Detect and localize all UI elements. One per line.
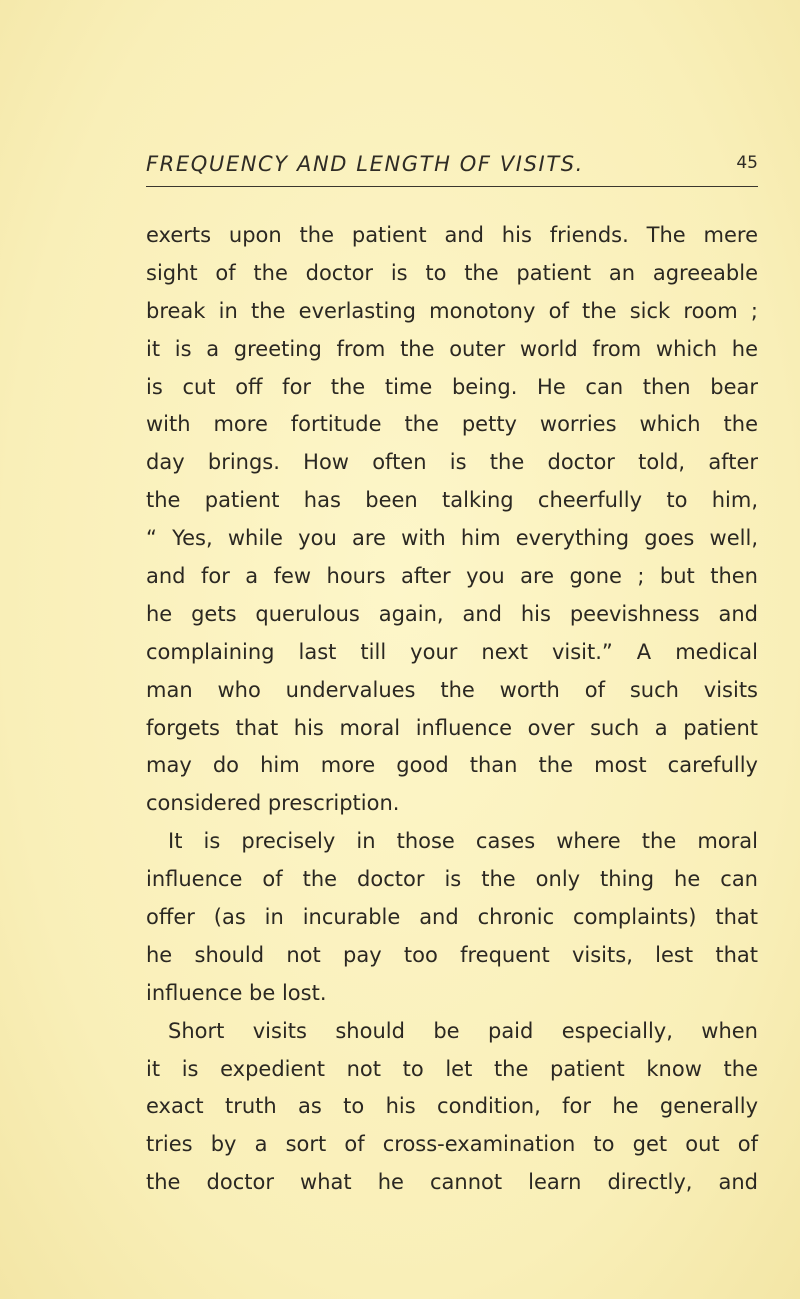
text-line: man who undervalues the worth of such visits [146,677,758,702]
text-line: the patient has been talking cheerfully to him, [146,488,758,513]
page-number: 45 [736,153,758,173]
text-line: “ Yes, while you are with him everything goes well, [146,526,758,551]
text-line: exact truth as to his condition, for he generally [146,1094,758,1119]
text-line: influence of the doctor is the only thing he can [146,867,758,892]
text-line: Short visits should be paid especially, when [168,1018,758,1043]
text-line: it is a greeting from the outer world from which he [146,336,758,361]
text-line: influence be lost. [146,980,327,1005]
text-line: day brings. How often is the doctor told, after [146,450,758,475]
text-line: the doctor what he cannot learn directly, and [146,1170,758,1195]
text-line: with more fortitude the petty worries which the [146,412,758,437]
text-line: he should not pay too frequent visits, lest that [146,942,758,967]
running-title: FREQUENCY AND LENGTH OF VISITS. [146,152,584,176]
text-line: considered prescription. [146,791,400,816]
text-line: tries by a sort of cross-examination to get out of [146,1132,758,1157]
text-line: exerts upon the patient and his friends. The mere [146,223,758,247]
text-line: may do him more good than the most carefully [146,753,758,778]
text-line: it is expedient not to let the patient know the [146,1056,758,1081]
text-line: is cut off for the time being. He can then bear [146,374,758,399]
text-line: he gets querulous again, and his peevishness and [146,601,758,626]
page-header [146,150,760,186]
text-line: break in the everlasting monotony of the sick room ; [146,298,758,323]
header-rule [146,186,758,187]
text-line: It is precisely in those cases where the moral [168,829,758,854]
text-line: complaining last till your next visit.” A medical [146,639,758,664]
body-text [146,217,758,1202]
text-line: and for a few hours after you are gone ; but then [146,564,758,589]
text-line: offer (as in incurable and chronic complaints) that [146,905,758,930]
text-line: sight of the doctor is to the patient an agreeable [146,260,758,285]
text-line: forgets that his moral influence over such a patient [146,715,758,740]
